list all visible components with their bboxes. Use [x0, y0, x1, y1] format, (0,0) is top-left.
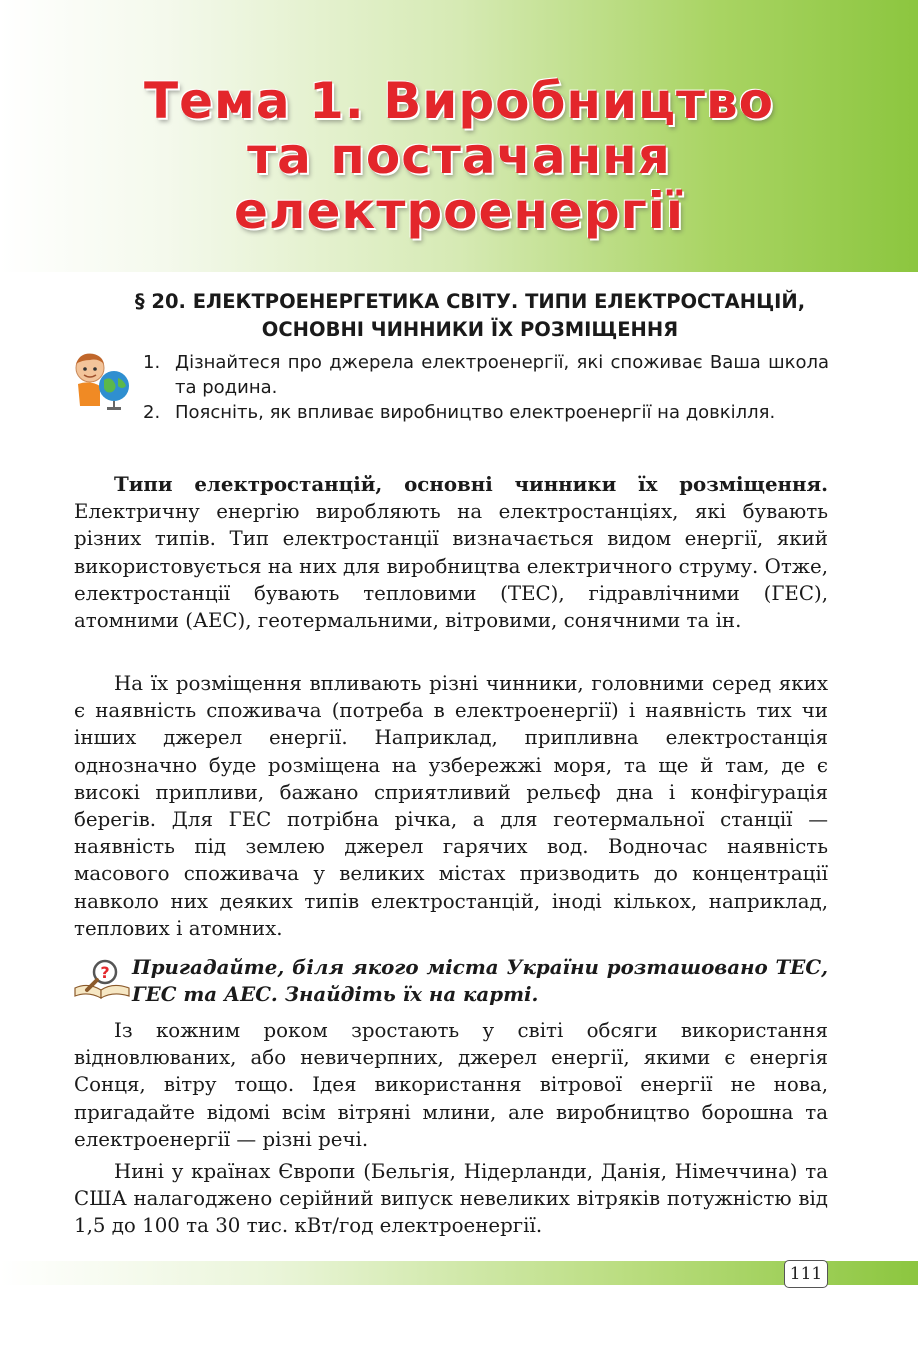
paragraph-renewables — [74, 1017, 828, 1153]
chapter-title — [0, 74, 918, 239]
remember-prompt: Пригадайте, біля якого міста України розташовано ТЕС, ГЕС та АЕС. Знайдіть їх на карті. — [132, 955, 828, 1007]
chapter-title-line: електроенергії — [233, 182, 685, 240]
task-item — [141, 350, 829, 400]
chapter-title-line: Тема 1. Виробництво — [143, 72, 775, 130]
task-item — [141, 400, 829, 425]
book-magnifier-question-icon — [73, 958, 131, 1000]
footer-bar — [0, 1261, 918, 1285]
section-heading — [100, 288, 840, 344]
paragraph-text: Нині у країнах Європи (Бельгія, Нідерланди, Данія, Німеччина) та США налагоджено серійний випуск невеликих вітряків потужністю від 1,5 до 100 та 30 тис. кВт/год електроенергії. — [74, 1160, 828, 1238]
paragraph-text: На їх розміщення впливають різні чинники, головними серед яких є наявність споживача (потреба в електроенергії) і наявність тих чи інших джерел енергії. Наприклад, припливна електростанція однозначно буде розміщена на узбережжі моря, та ще й там, де є високі припливи, бажано сприятливий рельєф дна і конфігурація берегів. Для ГЕС потрібна річка, а для геотермальної станції — наявність під землею джерел гарячих вод. Водночас наявність масового споживача у великих містах призводить до концентрації навколо них деяких типів електростанцій, іноді кількох, наприклад, теплових і атомних. — [74, 672, 828, 940]
paragraph-text: Електричну енергію виробляють на електростанціях, які бувають різних типів. Тип електростанції визначається видом енергії, який використовується на них для виробництва електричного струму. Отже, електростанції бувають тепловими (ТЕС), гідравлічними (ГЕС), атомними (АЕС), геотермальними, вітровими, сонячними та ін. — [74, 500, 828, 633]
paragraph-text: Із кожним роком зростають у світі обсяги використання відновлюваних, або невичерпних, джерел енергії, якими є енергія Сонця, вітру тощо. Ідея використання вітрової енергії не нова, пригадайте відомі всім вітряні млини, але виробництво борошна та електроенергії — різні речі. — [74, 1019, 828, 1151]
task-number: 2. — [143, 402, 161, 423]
task-text: Поясніть, як впливає виробництво електроенергії на довкілля. — [175, 402, 776, 423]
paragraph-types — [74, 471, 828, 634]
page-number: 111 — [784, 1260, 828, 1288]
paragraph-wind-turbines — [74, 1158, 828, 1240]
task-number: 1. — [143, 352, 161, 373]
section-heading-line: § 20. ЕЛЕКТРОЕНЕРГЕТИКА СВІТУ. ТИПИ ЕЛЕКТРОСТАНЦІЙ, — [134, 290, 806, 313]
task-text: Дізнайтеся про джерела електроенергії, які споживає Ваша школа та родина. — [175, 352, 829, 398]
chapter-title-line: та постачання — [247, 127, 671, 185]
task-list — [141, 350, 829, 425]
child-with-globe-icon — [70, 350, 134, 412]
section-heading-line: ОСНОВНІ ЧИННИКИ ЇХ РОЗМІЩЕННЯ — [261, 318, 679, 341]
paragraph-lead-bold: Типи електростанцій, основні чинники їх розміщення. — [114, 472, 828, 496]
svg-text:?: ? — [100, 963, 110, 982]
paragraph-placement — [74, 670, 828, 942]
